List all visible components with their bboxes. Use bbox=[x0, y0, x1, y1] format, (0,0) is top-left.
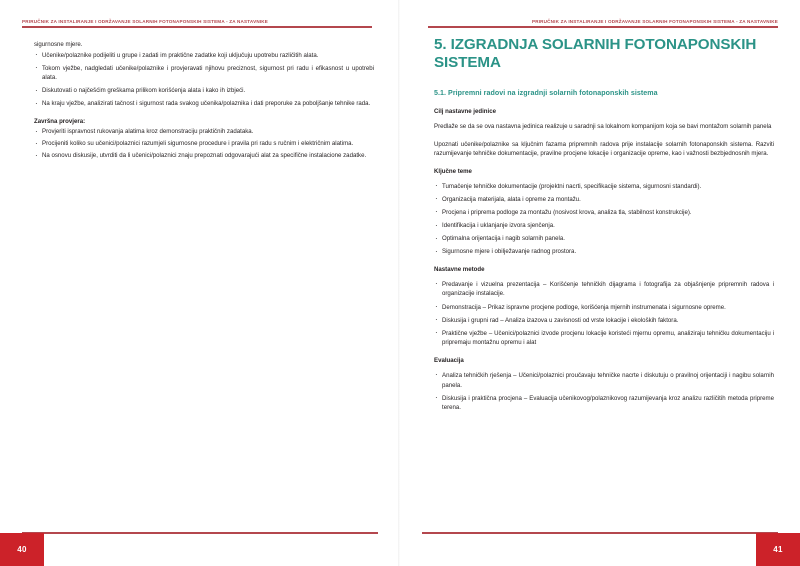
list-item: · Demonstracija – Prikaz ispravne procjene podloge, korišćenja mjernih instrumenata i sigurnosne opreme. bbox=[434, 303, 774, 313]
page-number-right: 41 bbox=[756, 533, 800, 566]
list-item: · Na kraju vježbe, analizirati tačnost i sigurnost rada svakog učenika/polaznika i dati preporuke za poboljšanje tehnike rada. bbox=[34, 99, 374, 109]
key-topics-list bbox=[434, 182, 774, 257]
footer-rule bbox=[422, 532, 778, 534]
running-header-text: PRIRUČNIK ZA INSTALIRANJE I ODRŽAVANJE SOLARNIH FOTONAPONSKIH SISTEMA - ZA NASTAVNIKE bbox=[531, 19, 778, 24]
right-page-content bbox=[400, 34, 800, 520]
list-item: · Provjeriti ispravnost rukovanja alatima kroz demonstraciju praktičnih zadataka. bbox=[34, 127, 374, 137]
list-item: · Sigurnosne mjere i obilježavanje radnog prostora. bbox=[434, 247, 774, 257]
list-item: · Diskusija i praktična procjena – Evaluacija učenikovog/polaznikovog razumijevanja kroz analizu različitih metoda pripreme terena. bbox=[434, 394, 774, 413]
evaluation-heading: Evaluacija bbox=[434, 356, 464, 364]
list-item: · Diskusija i grupni rad – Analiza izazova u zavisnosti od vrste lokacije i ekoloških faktora. bbox=[434, 316, 774, 326]
key-topics-heading: Ključne teme bbox=[434, 167, 472, 175]
goal-paragraph: Upoznati učenike/polaznike sa ključnim fazama pripremnih radova prije instalacije solarnih fotonaponskih sistema. Razviti razumijevanje tehničke dokumentacije, pravilne procjene lokacije i organizacije opreme, kao i važnosti bezbjednosnih mjera. bbox=[434, 140, 774, 158]
goal-heading: Cilj nastavne jedinice bbox=[434, 108, 496, 115]
left-page-content bbox=[0, 40, 400, 520]
final-check-heading: Završna provjera: bbox=[34, 118, 86, 126]
list-item: · Organizacija materijala, alata i opreme za montažu. bbox=[434, 195, 774, 205]
running-header-right bbox=[428, 19, 778, 30]
page-number-left: 40 bbox=[0, 533, 44, 566]
list-item: · Učenike/polaznike podijeliti u grupe i zadati im praktične zadatke koji uključuju upotrebu različitih alata. bbox=[34, 51, 374, 61]
final-check-bullet-list bbox=[34, 127, 374, 161]
right-page bbox=[400, 0, 800, 566]
header-rule bbox=[428, 26, 778, 28]
methods-list bbox=[434, 280, 774, 348]
left-top-bullet-list bbox=[34, 51, 374, 109]
list-item: · Optimalna orijentacija i nagib solarnih panela. bbox=[434, 234, 774, 244]
section-title: 5.1. Pripremni radovi na izgradnji solarnih fotonaponskih sistema bbox=[434, 89, 658, 97]
header-rule bbox=[22, 26, 372, 28]
list-item: · Analiza tehničkih rješenja – Učenici/polaznici proučavaju tehničke nacrte i diskutuju o pravilnoj orijentaciji i nagibu solarnih panela. bbox=[434, 371, 774, 390]
list-item: · Na osnovu diskusije, utvrditi da li učenici/polaznici znaju prepoznati odgovarajući alat za specifične instalacione zadatke. bbox=[34, 151, 374, 161]
list-item: · Praktične vježbe – Učenici/polaznici izvode procjenu lokacije koristeći mjernu opremu, analiziraju tehničku dokumentaciju i pripremaju montažnu opremu i alat bbox=[434, 329, 774, 348]
left-page-footer bbox=[0, 525, 400, 566]
right-page-footer bbox=[400, 525, 800, 566]
list-item: · Procjena i priprema podloge za montažu (nosivost krova, analiza tla, stabilnost konstrukcije). bbox=[434, 208, 774, 218]
running-header-text: PRIRUČNIK ZA INSTALIRANJE I ODRŽAVANJE SOLARNIH FOTONAPONSKIH SISTEMA - ZA NASTAVNIKE bbox=[22, 19, 269, 24]
list-item: · Identifikacija i uklanjanje izvora sjenčenja. bbox=[434, 221, 774, 231]
footer-rule bbox=[22, 532, 378, 534]
list-item: · Tumačenje tehničke dokumentacije (projektni nacrti, specifikacije sistema, sigurnosni standardi). bbox=[434, 182, 774, 192]
running-header-left bbox=[22, 19, 372, 30]
evaluation-list bbox=[434, 371, 774, 413]
chapter-title: 5. IZGRADNJA SOLARNIH FOTONAPONSKIH SISTEMA bbox=[434, 36, 757, 71]
goal-paragraph: Predlaže se da se ova nastavna jedinica realizuje u saradnji sa lokalnom kompanijom koja se bavi montažom solarnih panela bbox=[434, 123, 772, 130]
list-item: · Predavanje i vizuelna prezentacija – Korišćenje tehničkih dijagrama i fotografija za objašnjenje pripremnih radova i organizacije instalacije. bbox=[434, 280, 774, 299]
list-item: · Diskutovati o najčešćim greškama prilikom korišćenja alata i kako ih izbjeći. bbox=[34, 86, 374, 96]
continuation-text: sigurnosne mjere. bbox=[34, 41, 83, 48]
methods-heading: Nastavne metode bbox=[434, 265, 485, 273]
list-item: · Tokom vježbe, nadgledati učenike/polaznike i provjeravati njihovu preciznost, sigurnost pri radu i efikasnost u upotrebi alata. bbox=[34, 64, 374, 83]
list-item: · Procijeniti koliko su učenici/polaznici razumjeli sigurnosne procedure i pravila pri radu s ručnim i električnim alatima. bbox=[34, 139, 374, 149]
